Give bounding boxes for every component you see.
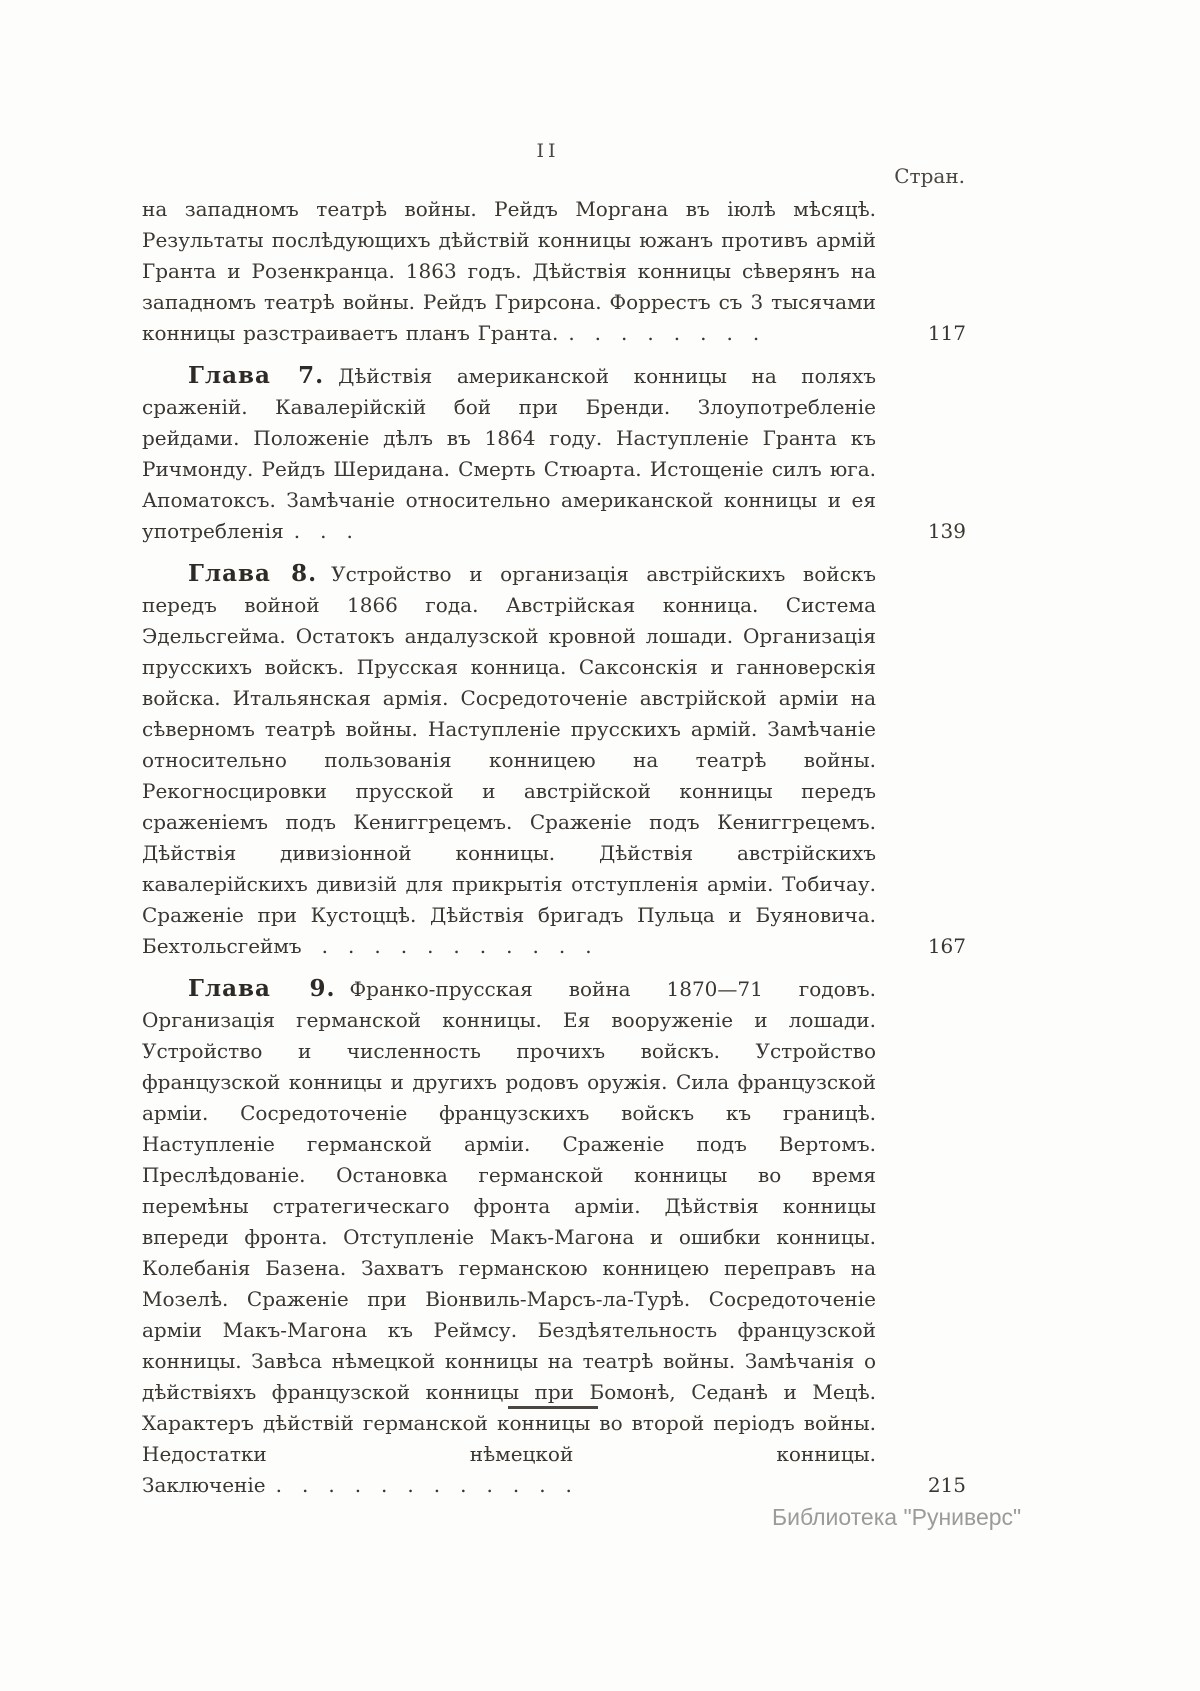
toc-entry [142, 194, 966, 349]
library-watermark: Библиотека "Руниверс" [772, 1504, 1022, 1530]
entry-body: Дѣйствія американской конницы на поляхъ сраженій. Кавалерійскій бой при Бренди. Злоупотребленіе рейдами. Положеніе дѣлъ въ 1864 году. Наступленіе Гранта къ Ричмонду. Рейдъ Шеридана. Смерть Стюарта. Истощеніе силъ юга. Апоматоксъ. Замѣчаніе относительно американской конницы и ея употребленія [142, 364, 876, 543]
dot-leader: . . . [283, 519, 353, 543]
chapter-label: Глава 8. [188, 560, 318, 587]
page-column-header: Стран. [894, 164, 965, 188]
entry-body: на западномъ театрѣ войны. Рейдъ Моргана въ іюлѣ мѣсяцѣ. Результаты послѣдующихъ дѣйствій конницы южанъ противъ армій Гранта и Розенкранца. 1863 годъ. Дѣйствія конницы сѣверянъ на западномъ театрѣ войны. Рейдъ Грирсона. Форрестъ съ 3 тысячами конницы разстраиваетъ планъ Гранта. [142, 197, 876, 345]
entry-body: Устройство и организація австрійскихъ войскъ передъ войной 1866 года. Австрійская конница. Система Эдельсгейма. Остатокъ андалузской кровной лошади. Организація прусскихъ войскъ. Прусская конница. Саксонскія и ганноверскія войска. Итальянская армія. Сосредоточеніе австрійской арміи на сѣверномъ театрѣ войны. Наступленіе прусскихъ армій. Замѣчаніе относительно пользованія конницею на театрѣ войны. Рекогносцировки прусской и австрійской конницы передъ сраженіемъ подъ Кениггрецемъ. Сраженіе подъ Кениггрецемъ. Дѣйствія дивизіонной конницы. Дѣйствія австрійскихъ кавалерійскихъ дивизій для прикрытія отступленія арміи. Тобичау. Сраженіе при Кустоццѣ. Дѣйствія бригадъ Пульца и Буяновича. Бехтольсгеймъ [142, 562, 876, 958]
toc-entry [142, 558, 966, 962]
toc-entry [142, 973, 966, 1501]
dot-leader: . . . . . . . . . . . . [265, 1473, 572, 1497]
chapter-label: Глава 7. [188, 362, 325, 389]
folio-page-number: II [536, 140, 560, 162]
page-ref: 215 [927, 1473, 966, 1497]
chapter-label: Глава 9. [188, 975, 336, 1002]
section-divider [508, 1406, 598, 1409]
toc-entry-paragraph [142, 973, 876, 1501]
page-ref: 117 [927, 321, 966, 345]
page-ref: 139 [927, 519, 966, 543]
dot-leader: . . . . . . . . . . . [301, 934, 592, 958]
toc-entry-paragraph [142, 360, 876, 547]
entry-body: Франко-прусская война 1870—71 годовъ. Организація германской конницы. Ея вооруженіе и лошади. Устройство и численность прочихъ войскъ. Устройство французской конницы и другихъ родовъ оружія. Сила французской арміи. Сосредоточеніе французскихъ войскъ къ границѣ. Наступленіе германской арміи. Сраженіе подъ Вертомъ. Преслѣдованіе. Остановка германской конницы во время перемѣны стратегическаго фронта арміи. Дѣйствія конницы впереди фронта. Отступленіе Макъ-Магона и ошибки конницы. Колебанія Базена. Захватъ германскою конницею переправъ на Мозелѣ. Сраженіе при Віонвиль-Марсъ-ла-Турѣ. Сосредоточеніе арміи Макъ-Магона къ Реймсу. Бездѣятельность французской конницы. Завѣса нѣмецкой конницы на театрѣ войны. Замѣчанія о дѣйствіяхъ французской конницы при Бомонѣ, Седанѣ и Мецѣ. Характеръ дѣйствій германской конницы во второй періодъ войны. Недостатки нѣмецкой конницы. Заключеніе [142, 977, 876, 1497]
dot-leader: . . . . . . . . [558, 321, 760, 345]
page-ref: 167 [927, 934, 966, 958]
toc-entry [142, 360, 966, 547]
table-of-contents [142, 194, 966, 1512]
toc-entry-paragraph [142, 194, 876, 349]
toc-entry-paragraph [142, 558, 876, 962]
